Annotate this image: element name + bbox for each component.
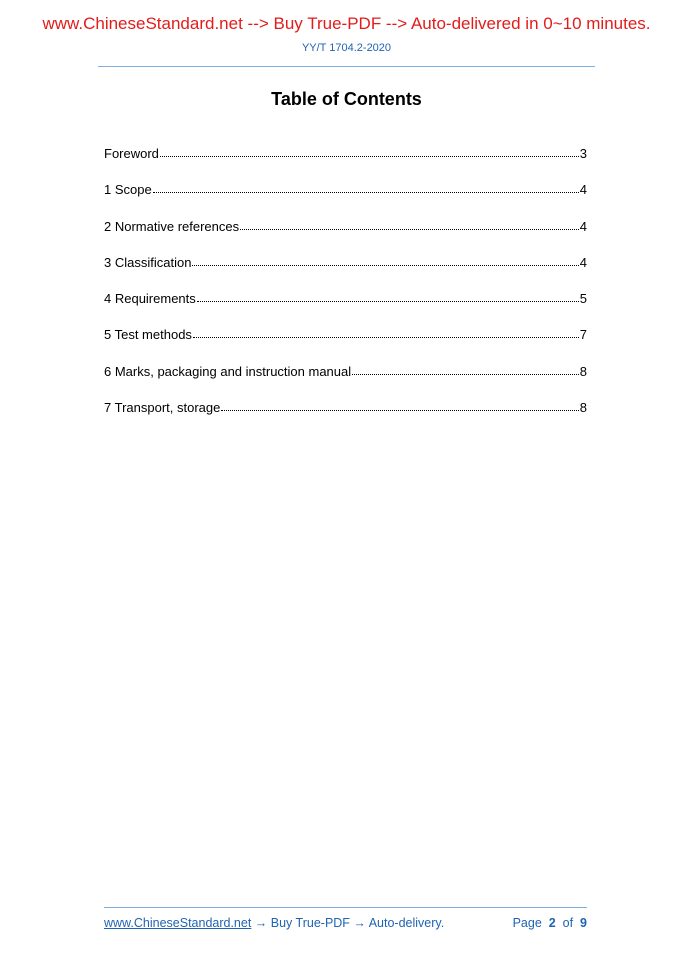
page-total: 9 <box>580 916 587 930</box>
toc-item-page: 8 <box>579 400 587 416</box>
toc-item-page: 5 <box>579 291 587 307</box>
header-divider <box>98 66 595 67</box>
toc-item-requirements[interactable] <box>104 289 587 325</box>
toc-item-foreword[interactable] <box>104 144 587 180</box>
toc-item-label: 4 Requirements <box>104 291 196 307</box>
page-footer <box>104 916 587 930</box>
page-number <box>513 916 587 930</box>
footer-tagline: → Buy True-PDF → Auto-delivery. <box>251 916 445 930</box>
footer-left <box>104 916 444 930</box>
toc-item-page: 3 <box>579 146 587 161</box>
footer-website-link[interactable]: www.ChineseStandard.net <box>104 916 252 930</box>
table-of-contents <box>104 144 587 434</box>
toc-item-page: 4 <box>579 182 587 198</box>
page-label: Page <box>512 916 542 930</box>
toc-item-normative-references[interactable] <box>104 217 587 253</box>
toc-item-page: 4 <box>579 254 587 270</box>
toc-leader-dots <box>352 362 579 375</box>
toc-item-classification[interactable] <box>104 253 587 289</box>
document-code: YY/T 1704.2-2020 <box>301 42 392 54</box>
toc-item-label: Foreword <box>104 146 159 161</box>
toc-leader-dots <box>193 325 579 338</box>
toc-item-label: 7 Transport, storage <box>104 400 221 416</box>
toc-item-page: 8 <box>579 363 587 379</box>
toc-item-page: 7 <box>579 327 587 343</box>
page-current: 2 <box>548 916 556 930</box>
toc-item-scope[interactable] <box>104 180 587 216</box>
toc-leader-dots <box>197 289 579 302</box>
toc-item-test-methods[interactable] <box>104 325 587 361</box>
toc-leader-dots <box>153 180 579 193</box>
toc-leader-dots <box>240 217 579 230</box>
toc-item-marks-packaging[interactable] <box>104 362 587 398</box>
toc-item-label: 5 Test methods <box>104 327 192 343</box>
toc-item-page: 4 <box>579 218 587 234</box>
toc-item-label: 3 Classification <box>104 254 192 270</box>
toc-leader-dots <box>160 144 579 157</box>
toc-item-label: 1 Scope <box>104 182 152 198</box>
toc-title: Table of Contents <box>271 89 422 109</box>
footer-divider <box>104 907 587 908</box>
toc-leader-dots <box>221 398 578 411</box>
toc-item-label: 2 Normative references <box>104 218 240 234</box>
toc-item-transport-storage[interactable] <box>104 398 587 434</box>
top-banner[interactable]: www.ChineseStandard.net --> Buy True-PDF --> Auto-delivered in 0~10 minutes. <box>42 14 651 33</box>
toc-item-label: 6 Marks, packaging and instruction manual <box>104 363 352 379</box>
toc-leader-dots <box>192 253 578 266</box>
page-of: of <box>562 916 574 930</box>
